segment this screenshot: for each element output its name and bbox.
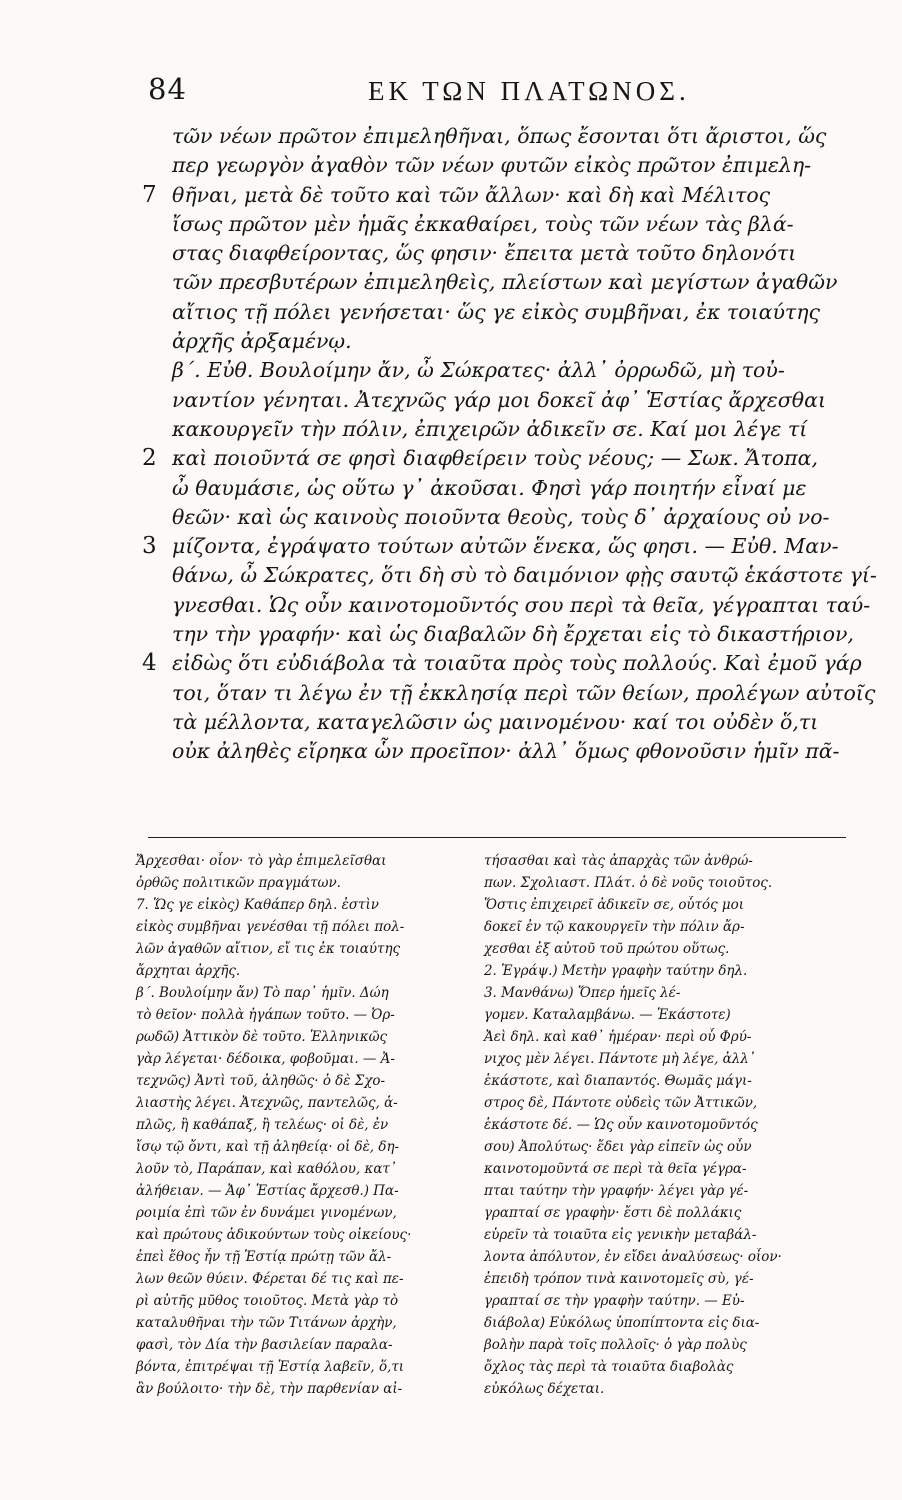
footnote-line: ὀρθῶς πολιτικῶν πραγμάτων. xyxy=(136,875,341,891)
text-line-content: ἴσως πρῶτον μὲν ἡμᾶς ἐκκαθαίρει, τοὺς τῶν νέων τὰς βλά- xyxy=(172,211,794,236)
text-line xyxy=(172,298,852,327)
footnote-line: βολὴν παρὰ τοῖς πολλοῖς· ὁ γὰρ πολὺς xyxy=(484,1337,747,1353)
margin-section-number: 4 xyxy=(142,650,157,677)
footnote-line: λων θεῶν θύειν. Φέρεται δέ τις καὶ πε- xyxy=(136,1271,404,1287)
text-line xyxy=(172,268,852,297)
text-line xyxy=(142,532,852,561)
running-title: ΕΚ ΤΩΝ ΠΛΑΤΩΝΟΣ. xyxy=(368,76,690,106)
footnote-line: καινοτομοῦντά σε περὶ τὰ θεῖα γέγρα- xyxy=(484,1161,747,1177)
footnote-line: πλῶς, ἢ καθάπαξ, ἢ τελέως· οἱ δὲ, ἐν xyxy=(136,1117,389,1133)
text-line xyxy=(172,591,871,620)
text-line-content: θάνω, ὦ Σώκρατες, ὅτι δὴ σὺ τὸ δαιμόνιον φῂς σαυτῷ ἑκάστοτε γί- xyxy=(172,563,877,588)
footnote-line: ὄχλος τὰς περὶ τὰ τοιαῦτα διαβολὰς xyxy=(484,1359,734,1375)
footnote-line: ἐπειδὴ τρόπον τινὰ καινοτομεῖς σὺ, γέ- xyxy=(484,1271,754,1287)
page-number: 84 xyxy=(148,72,187,106)
text-line xyxy=(172,561,877,590)
text-line-content: τὰ μέλλοντα, καταγελῶσιν ὡς μαινομένου· καί τοι οὐδὲν ὅ,τι xyxy=(172,709,819,734)
footnote-line: ρὶ αὐτῆς μῦθος τοιοῦτος. Μετὰ γὰρ τὸ xyxy=(136,1293,399,1309)
page-header xyxy=(148,72,838,112)
text-line xyxy=(172,415,852,444)
footnote-line: σου) Ἀπολύτως· ἔδει γὰρ εἰπεῖν ὡς οὖν xyxy=(484,1139,752,1155)
footnote-line: γραπταί σε τὴν γραφὴν ταύτην. — Εὐ- xyxy=(484,1293,745,1309)
text-line xyxy=(172,386,852,415)
footnote-line: ἄρχηται ἀρχῆς. xyxy=(136,963,241,979)
footnote-line: λοντα ἀπόλυτον, ἐν εἴδει ἀναλύσεως· οἷον· xyxy=(484,1249,782,1265)
footnote-line: διάβολα) Εὐκόλως ὑποπίπτοντα εἰς δια- xyxy=(484,1315,760,1331)
footnote-line: 7. Ὥς γε εἰκὸς) Καθάπερ δηλ. ἐστὶν xyxy=(136,897,379,913)
text-line xyxy=(142,444,852,473)
text-line xyxy=(172,474,852,503)
footnote-line: β΄. Βουλοίμην ἄν) Τὸ παρ᾽ ἡμῖν. Δώη xyxy=(136,985,389,1001)
text-line xyxy=(172,679,876,708)
footnote-line: ἀλήθειαν. — Ἀφ᾽ Ἑστίας ἄρχεσθ.) Πα- xyxy=(136,1183,399,1199)
text-line-content: εἰδὼς ὅτι εὐδιάβολα τὰ τοιαῦτα πρὸς τοὺς πολλούς. Καὶ ἐμοῦ γάρ xyxy=(172,651,862,676)
text-line xyxy=(172,327,852,356)
text-line-content: ὦ θαυμάσιε, ὡς οὕτω γ᾽ ἀκοῦσαι. Φησὶ γάρ ποιητήν εἶναί με xyxy=(172,475,807,500)
footnote-rule xyxy=(148,837,846,838)
text-line-content: στας διαφθείροντας, ὥς φησιν· ἔπειτα μετὰ τοῦτο δηλονότι xyxy=(172,241,797,266)
margin-section-number: 3 xyxy=(142,533,157,560)
footnote-line: τήσασθαι καὶ τὰς ἀπαρχὰς τῶν ἀνθρώ- xyxy=(484,853,753,869)
text-line-content: ναντίον γένηται. Ἀτεχνῶς γάρ μοι δοκεῖ ἀφ᾽ Ἑστίας ἄρχεσθαι xyxy=(172,387,826,412)
text-line-content: τῶν πρεσβυτέρων ἐπιμεληθεὶς, πλείστων καὶ μεγίστων ἀγαθῶν xyxy=(172,270,838,295)
footnote-line: βόντα, ἐπιτρέψαι τῇ Ἑστίᾳ λαβεῖν, ὅ,τι xyxy=(136,1359,405,1375)
text-line xyxy=(172,503,852,532)
text-line-content: καὶ ποιοῦντά σε φησὶ διαφθείρειν τοὺς νέους; — Σωκ. Ἄτοπα, xyxy=(172,446,818,471)
text-line-content: κακουργεῖν τὴν πόλιν, ἐπιχειρῶν ἀδικεῖν σε. Καί μοι λέγε τί xyxy=(172,416,808,441)
text-line xyxy=(142,181,852,210)
footnote-line: λιαστὴς λέγει. Ἀτεχνῶς, παντελῶς, ἁ- xyxy=(136,1095,398,1111)
text-line xyxy=(172,210,852,239)
text-line xyxy=(172,239,852,268)
footnote-line: 2. Ἐγράψ.) Μετὴν γραφὴν ταύτην δηλ. xyxy=(484,963,748,979)
footnote-line: ἐπεὶ ἔθος ἦν τῇ Ἑστίᾳ πρώτῃ τῶν ἄλ- xyxy=(136,1249,392,1265)
footnote-line: φασὶ, τὸν Δία τὴν βασιλείαν παραλα- xyxy=(136,1337,393,1353)
main-text xyxy=(142,122,877,767)
footnote-line: 3. Μανθάνω) Ὅπερ ἡμεῖς λέ- xyxy=(484,985,681,1001)
footnote-line: τὸ θεῖον· πολλὰ ἠγάπων τοῦτο. — Ὀρ- xyxy=(136,1007,395,1023)
margin-section-number: 2 xyxy=(142,445,157,472)
text-line xyxy=(172,737,852,766)
text-line-content: οὐκ ἀληθὲς εἴρηκα ὧν προεῖπον· ἀλλ᾽ ὅμως φθονοῦσιν ἡμῖν πᾶ- xyxy=(172,739,840,764)
footnotes-left-column xyxy=(136,850,488,1400)
text-line-content: θεῶν· καὶ ὡς καινοὺς ποιοῦντα θεοὺς, τοὺς δ᾽ ἀρχαίους οὐ νο- xyxy=(172,504,830,529)
footnote-line: ἑκάστοτε δέ. — Ὡς οὖν καινοτομοῦντός xyxy=(484,1117,758,1133)
text-line-content: θῆναι, μετὰ δὲ τοῦτο καὶ τῶν ἄλλων· καὶ δὴ καὶ Μέλιτος xyxy=(172,182,771,207)
text-line-content: περ γεωργὸν ἀγαθὸν τῶν νέων φυτῶν εἰκὸς πρῶτον ἐπιμελη- xyxy=(172,153,812,178)
text-line xyxy=(172,708,852,737)
text-line-content: β΄. Εὐθ. Βουλοίμην ἄν, ὦ Σώκρατες· ἀλλ᾽ ὀρρωδῶ, μὴ τοὐ- xyxy=(172,358,785,383)
footnote-line: καταλυθῆναι τὴν τῶν Τιτάνων ἀρχὴν, xyxy=(136,1315,397,1331)
footnote-line: στρος δὲ, Πάντοτε οὐδεὶς τῶν Ἀττικῶν, xyxy=(484,1095,758,1111)
text-line xyxy=(172,620,852,649)
text-line-content: αἴτιος τῇ πόλει γενήσεται· ὥς γε εἰκὸς συμβῆναι, ἐκ τοιαύτης xyxy=(172,299,821,324)
text-line-content: τῶν νέων πρῶτον ἐπιμεληθῆναι, ὅπως ἔσονται ὅτι ἄριστοι, ὥς xyxy=(172,124,827,148)
footnote-line: Ἄρχεσθαι· οἷον· τὸ γὰρ ἐπιμελεῖσθαι xyxy=(136,853,387,869)
text-line-content: γνεσθαι. Ὡς οὖν καινοτομοῦντός σου περὶ τὰ θεῖα, γέγραπται ταύ- xyxy=(172,592,871,617)
text-line xyxy=(142,649,862,678)
footnote-line: νιχος μὲν λέγει. Πάντοτε μὴ λέγε, ἀλλ᾽ xyxy=(484,1051,756,1067)
footnote-line: καὶ πρώτους ἀδικούντων τοὺς οἰκείους· xyxy=(136,1227,412,1243)
footnote-line: ροιμία ἐπὶ τῶν ἐν δυνάμει γινομένων, xyxy=(136,1205,397,1221)
footnote-line: ἴσῳ τῷ ὄντι, καὶ τῇ ἀληθείᾳ· οἱ δὲ, δη- xyxy=(136,1139,400,1155)
footnote-line: πται ταύτην τὴν γραφήν· λέγει γὰρ γέ- xyxy=(484,1183,749,1199)
text-line-content: την τὴν γραφήν· καὶ ὡς διαβαλῶν δὴ ἔρχεται εἰς τὸ δικαστήριον, xyxy=(172,622,854,647)
footnote-line: εὑρεῖν τὰ τοιαῦτα εἰς γενικὴν μεταβάλ- xyxy=(484,1227,757,1243)
text-line xyxy=(172,122,852,151)
text-line xyxy=(172,151,852,180)
footnote-line: τεχνῶς) Ἀντὶ τοῦ, ἀληθῶς· ὁ δὲ Σχο- xyxy=(136,1073,386,1089)
footnote-line: πων. Σχολιαστ. Πλάτ. ὁ δὲ νοῦς τοιοῦτος. xyxy=(484,875,773,891)
footnote-line: Ὅστις ἐπιχειρεῖ ἀδικεῖν σε, οὗτός μοι xyxy=(484,897,745,913)
footnote-line: δοκεῖ ἐν τῷ κακουργεῖν τὴν πόλιν ἄρ- xyxy=(484,919,745,935)
footnote-line: εἰκὸς συμβῆναι γενέσθαι τῇ πόλει πολ- xyxy=(136,919,405,935)
footnote-line: ρωδῶ) Ἀττικὸν δὲ τοῦτο. Ἑλληνικῶς xyxy=(136,1029,388,1045)
footnote-line: εὐκόλως δέχεται. xyxy=(484,1381,605,1397)
text-line-content: τοι, ὅταν τι λέγω ἐν τῇ ἐκκλησίᾳ περὶ τῶν θείων, προλέγων αὐτοῖς xyxy=(172,680,876,705)
footnote-line: λοῦν τὸ, Παράπαν, καὶ καθόλου, κατ᾽ xyxy=(136,1161,397,1177)
text-line xyxy=(172,356,852,385)
text-line-content: μίζοντα, ἐγράψατο τούτων αὐτῶν ἕνεκα, ὥς φησι. — Εὐθ. Μαν- xyxy=(172,534,839,559)
footnote-line: ἂν βούλοιτο· τὴν δὲ, τὴν παρθενίαν αἰ- xyxy=(136,1381,403,1397)
footnote-line: γὰρ λέγεται· δέδοικα, φοβοῦμαι. — Ἀ- xyxy=(136,1051,395,1067)
text-line-content: ἀρχῆς ἀρξαμένῳ. xyxy=(172,329,352,354)
footnotes-right-column xyxy=(484,850,836,1400)
footnote-line: ἑκάστοτε, καὶ διαπαντός. Θωμᾶς μάγι- xyxy=(484,1073,752,1089)
margin-section-number: 7 xyxy=(142,181,157,208)
footnote-line: Ἀεὶ δηλ. καὶ καθ᾽ ἡμέραν· περὶ οὗ Φρύ- xyxy=(484,1029,752,1045)
footnote-line: λῶν ἀγαθῶν αἴτιον, εἴ τις ἐκ τοιαύτης xyxy=(136,941,401,957)
footnote-line: χεσθαι ἐξ αὐτοῦ τοῦ πρώτου οὕτως. xyxy=(484,941,730,957)
footnote-line: γραπταί σε γραφὴν· ἔστι δὲ πολλάκις xyxy=(484,1205,742,1221)
footnote-line: γομεν. Καταλαμβάνω. — Ἑκάστοτε) xyxy=(484,1007,731,1023)
